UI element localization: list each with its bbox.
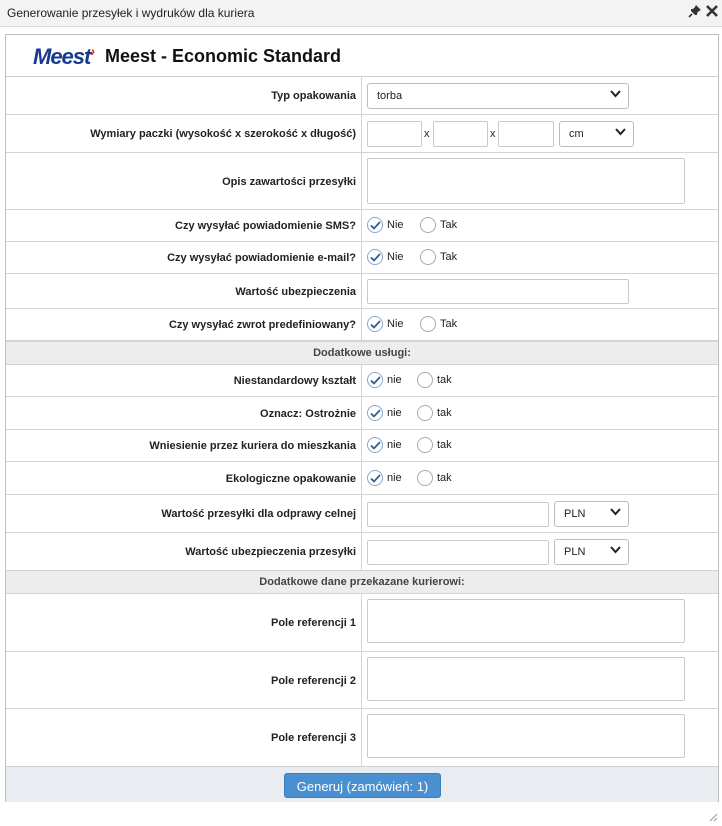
ref3-row bbox=[6, 709, 718, 766]
insurance-value-input[interactable] bbox=[367, 279, 629, 304]
carry-in-yes-radio[interactable] bbox=[417, 437, 433, 453]
return-label: Czy wysyłać zwrot predefiniowany? bbox=[168, 319, 356, 331]
email-no-label: Nie bbox=[387, 251, 404, 263]
customs-value-input[interactable] bbox=[367, 502, 549, 527]
contents-textarea[interactable] bbox=[367, 158, 685, 204]
service-title: Meest - Economic Standard bbox=[105, 46, 342, 66]
nonstandard-yes-label: tak bbox=[437, 374, 452, 386]
sms-no-label: Nie bbox=[387, 219, 404, 231]
nonstandard-no-radio[interactable] bbox=[367, 372, 383, 388]
fragile-label: Oznacz: Ostrożnie bbox=[260, 408, 356, 420]
extra-services-header: Dodatkowe usługi: bbox=[6, 341, 718, 365]
close-icon[interactable] bbox=[705, 4, 719, 18]
package-type-select[interactable]: torba bbox=[367, 83, 629, 109]
contents-row bbox=[6, 153, 718, 210]
dimension-unit-select[interactable]: cm bbox=[559, 121, 634, 147]
ref1-row bbox=[6, 594, 718, 652]
chevron-down-icon bbox=[610, 546, 621, 554]
eco-row bbox=[6, 462, 718, 495]
insured-value-label: Wartość ubezpieczenia przesyłki bbox=[185, 546, 356, 558]
meest-logo: Meest› bbox=[33, 43, 95, 69]
courier-data-header: Dodatkowe dane przekazane kurierowi: bbox=[6, 570, 718, 594]
customs-value-label: Wartość przesyłki dla odprawy celnej bbox=[161, 508, 356, 520]
generate-button[interactable]: Generuj (zamówień: 1) bbox=[284, 773, 441, 798]
insurance-value-label: Wartość ubezpieczenia bbox=[235, 286, 356, 298]
chevron-down-icon bbox=[610, 508, 621, 516]
chevron-down-icon bbox=[610, 90, 621, 98]
return-no-label: Nie bbox=[387, 318, 404, 330]
shipment-form-panel bbox=[5, 34, 719, 802]
contents-label: Opis zawartości przesyłki bbox=[222, 176, 356, 188]
sms-yes-label: Tak bbox=[440, 219, 458, 231]
sms-row bbox=[6, 210, 718, 242]
window-titlebar bbox=[0, 0, 722, 27]
resize-grip-icon[interactable] bbox=[709, 813, 718, 822]
fragile-no-label: nie bbox=[387, 407, 402, 419]
nonstandard-no-label: nie bbox=[387, 374, 402, 386]
customs-currency-select[interactable]: PLN bbox=[554, 501, 629, 527]
carry-in-label: Wniesienie przez kuriera do mieszkania bbox=[149, 440, 356, 452]
ref3-textarea[interactable] bbox=[367, 714, 685, 758]
fragile-yes-label: tak bbox=[437, 407, 452, 419]
dimensions-label: Wymiary paczki (wysokość x szerokość x długość) bbox=[90, 128, 356, 140]
nonstandard-row bbox=[6, 365, 718, 397]
fragile-row bbox=[6, 397, 718, 430]
ref2-row bbox=[6, 652, 718, 709]
nonstandard-label: Niestandardowy kształt bbox=[233, 375, 356, 387]
email-yes-radio[interactable] bbox=[420, 249, 436, 265]
carry-in-row bbox=[6, 430, 718, 462]
carry-in-no-label: nie bbox=[387, 439, 402, 451]
ref1-textarea[interactable] bbox=[367, 599, 685, 643]
sms-yes-radio[interactable] bbox=[420, 217, 436, 233]
eco-yes-label: tak bbox=[437, 472, 452, 484]
form-footer bbox=[6, 766, 718, 802]
email-label: Czy wysyłać powiadomienie e-mail? bbox=[167, 252, 356, 264]
eco-no-label: nie bbox=[387, 472, 402, 484]
email-no-radio[interactable] bbox=[367, 249, 383, 265]
eco-label: Ekologiczne opakowanie bbox=[225, 473, 356, 485]
ref1-label: Pole referencji 1 bbox=[271, 617, 356, 629]
carry-in-no-radio[interactable] bbox=[367, 437, 383, 453]
nonstandard-yes-radio[interactable] bbox=[417, 372, 433, 388]
chevron-down-icon bbox=[615, 128, 626, 136]
width-input[interactable] bbox=[433, 121, 488, 147]
ref2-textarea[interactable] bbox=[367, 657, 685, 701]
height-input[interactable] bbox=[367, 121, 422, 147]
package-type-row bbox=[6, 77, 718, 115]
length-input[interactable] bbox=[498, 121, 554, 147]
ref3-label: Pole referencji 3 bbox=[271, 732, 356, 744]
eco-yes-radio[interactable] bbox=[417, 470, 433, 486]
return-row bbox=[6, 309, 718, 341]
insurance-value-row bbox=[6, 274, 718, 309]
insured-value-input[interactable] bbox=[367, 540, 549, 565]
sms-no-radio[interactable] bbox=[367, 217, 383, 233]
carry-in-yes-label: tak bbox=[437, 439, 452, 451]
dimensions-row: Wymiary paczki (wysokość x szerokość x długość) x x cm bbox=[6, 115, 718, 153]
window-title: Generowanie przesyłek i wydruków dla kuriera bbox=[7, 6, 255, 20]
customs-value-row bbox=[6, 495, 718, 533]
pin-icon[interactable] bbox=[688, 4, 702, 18]
email-row bbox=[6, 242, 718, 274]
return-yes-radio[interactable] bbox=[420, 316, 436, 332]
package-type-label: Typ opakowania bbox=[271, 90, 356, 102]
sms-label: Czy wysyłać powiadomienie SMS? bbox=[175, 220, 356, 232]
insured-currency-select[interactable]: PLN bbox=[554, 539, 629, 565]
return-yes-label: Tak bbox=[440, 318, 458, 330]
fragile-yes-radio[interactable] bbox=[417, 405, 433, 421]
ref2-label: Pole referencji 2 bbox=[271, 675, 356, 687]
email-yes-label: Tak bbox=[440, 251, 458, 263]
eco-no-radio[interactable] bbox=[367, 470, 383, 486]
return-no-radio[interactable] bbox=[367, 316, 383, 332]
fragile-no-radio[interactable] bbox=[367, 405, 383, 421]
carrier-header bbox=[6, 35, 718, 77]
insured-value-row bbox=[6, 533, 718, 571]
